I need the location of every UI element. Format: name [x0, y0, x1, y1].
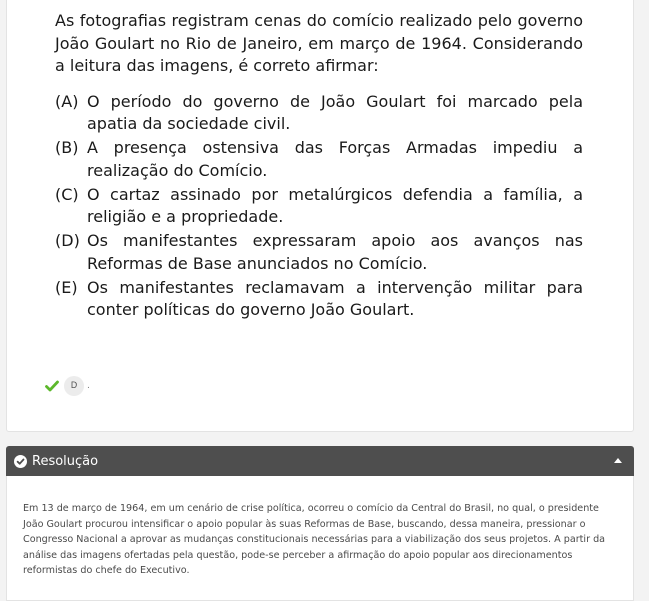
question-body [55, 10, 583, 323]
alternative-text: O cartaz assinado por metalúrgicos defendia a família, a religião e a propriedade. [87, 184, 583, 226]
answer-suffix: . [87, 381, 90, 391]
alternative-text: Os manifestantes reclamavam a intervenção militar para conter políticas do governo João Goulart. [87, 277, 583, 319]
caret-up-icon[interactable] [614, 458, 622, 463]
resolution-title: Resolução [32, 453, 99, 469]
correct-answer [45, 375, 90, 397]
alternative-letter: (A) [55, 91, 79, 111]
check-icon [45, 380, 59, 392]
alternative-b [55, 137, 583, 182]
question-card [6, 0, 634, 432]
question-stem: As fotografias registram cenas do comício realizado pelo governo João Goulart no Rio de Janeiro, em março de 1964. Considerando a leitura das imagens, é correto afirmar: [55, 11, 583, 75]
alternative-letter: (C) [55, 184, 79, 204]
resolution-toggle[interactable] [6, 446, 634, 476]
resolution-body [6, 476, 634, 601]
alternative-d [55, 230, 583, 275]
alternative-c [55, 184, 583, 229]
check-circle-icon [14, 455, 27, 468]
alternative-letter: (E) [55, 277, 78, 297]
alternative-letter: (B) [55, 138, 79, 157]
alternative-text: Os manifestantes expressaram apoio aos avanços nas Reformas de Base anunciados no Comício. [87, 231, 583, 273]
alternative-text: O período do governo de João Goulart foi marcado pela apatia da sociedade civil. [87, 91, 583, 133]
alternative-e [55, 277, 583, 322]
alternative-letter: (D) [55, 231, 80, 250]
alternative-a [55, 91, 583, 136]
alternatives-list [55, 91, 583, 322]
resolution-text: Em 13 de março de 1964, em um cenário de crise política, ocorreu o comício da Central do Brasil, no qual, o presidente João Goulart procurou intensificar o apoio popular às suas Reformas de Base, buscando, dessa maneira, pressionar o Congresso Nacional a aprovar as mudanças constitucionais necessárias para a viabilização dos seus projetos. A partir da análise das imagens ofertadas pela questão, pode-se perceber a afirmação do apoio popular aos direcionamentos reformistas do chefe do Executivo. [23, 503, 606, 576]
answer-badge: D [64, 376, 84, 396]
alternative-text: A presença ostensiva das Forças Armadas impediu a realização do Comício. [87, 138, 583, 180]
